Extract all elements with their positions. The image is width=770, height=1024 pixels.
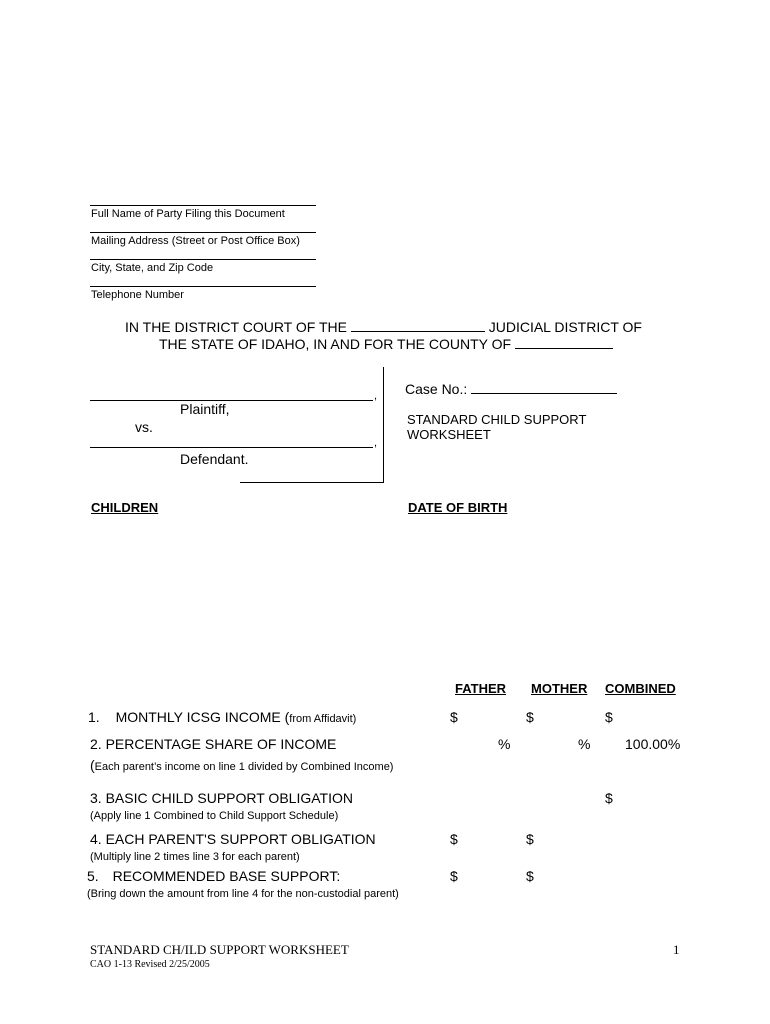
plaintiff-comma: , bbox=[374, 390, 378, 402]
plaintiff-name-line[interactable] bbox=[90, 400, 373, 401]
caption-bottom-rule bbox=[240, 482, 384, 483]
line2-note-text: Each parent’s income on line 1 divided by Combined Income) bbox=[94, 761, 394, 773]
line2-note-paren: ( bbox=[90, 757, 95, 773]
footer-revision: CAO 1-13 Revised 2/25/2005 bbox=[90, 959, 210, 970]
line1-text: MONTHLY ICSG INCOME ( bbox=[115, 709, 290, 725]
case-no-blank[interactable] bbox=[471, 381, 617, 394]
doc-title-line2: WORKSHEET bbox=[407, 427, 491, 442]
mother-column-header: MOTHER bbox=[531, 681, 588, 696]
city-state-zip-label: City, State, and Zip Code bbox=[91, 262, 214, 274]
line2-mother-value[interactable]: % bbox=[578, 736, 591, 752]
line5-number: 5. bbox=[87, 868, 99, 884]
footer-title: STANDARD CH/ILD SUPPORT WORKSHEET bbox=[90, 942, 349, 957]
vs-label: vs. bbox=[135, 419, 153, 435]
page-number: 1 bbox=[673, 942, 680, 957]
telephone-line[interactable] bbox=[90, 286, 316, 287]
city-state-zip-line[interactable] bbox=[90, 259, 316, 260]
defendant-comma: , bbox=[374, 437, 378, 449]
line1-text-small: from Affidavit) bbox=[289, 713, 357, 725]
mailing-address-label: Mailing Address (Street or Post Office Box) bbox=[91, 235, 300, 247]
line1-father-value[interactable]: $ bbox=[450, 709, 458, 725]
line4-label: 4. EACH PARENT'S SUPPORT OBLIGATION bbox=[90, 831, 376, 847]
line5-text: RECOMMENDED BASE SUPPORT: bbox=[112, 868, 341, 884]
court-line1-post: JUDICIAL DISTRICT OF bbox=[488, 319, 642, 335]
line3-label: 3. BASIC CHILD SUPPORT OBLIGATION bbox=[90, 790, 353, 806]
line2-note bbox=[90, 757, 393, 775]
county-blank[interactable] bbox=[515, 336, 613, 349]
case-no-label: Case No.: bbox=[405, 381, 468, 397]
line2-label: 2. PERCENTAGE SHARE OF INCOME bbox=[90, 736, 337, 752]
father-column-header: FATHER bbox=[455, 681, 507, 696]
line2-combined-value[interactable]: 100.00% bbox=[625, 736, 681, 752]
line1-mother-value[interactable]: $ bbox=[526, 709, 534, 725]
court-line2: THE STATE OF IDAHO, IN AND FOR THE COUNTY OF bbox=[159, 336, 512, 352]
line4-mother-value[interactable]: $ bbox=[526, 831, 534, 847]
defendant-name-line[interactable] bbox=[90, 447, 373, 448]
defendant-label: Defendant. bbox=[180, 451, 249, 467]
line5-label bbox=[87, 868, 340, 884]
line1-combined-value[interactable]: $ bbox=[605, 709, 613, 725]
line5-mother-value[interactable]: $ bbox=[526, 868, 534, 884]
line3-note: (Apply line 1 Combined to Child Support Schedule) bbox=[90, 810, 339, 822]
plaintiff-label: Plaintiff, bbox=[180, 401, 230, 417]
line4-father-value[interactable]: $ bbox=[450, 831, 458, 847]
court-heading-line2 bbox=[159, 336, 613, 352]
case-no-row bbox=[405, 381, 617, 397]
date-of-birth-header: DATE OF BIRTH bbox=[408, 500, 508, 515]
line4-note: (Multiply line 2 times line 3 for each parent) bbox=[90, 851, 300, 863]
line5-note: (Bring down the amount from line 4 for the non-custodial parent) bbox=[87, 888, 399, 900]
line1-label bbox=[88, 709, 356, 725]
telephone-label: Telephone Number bbox=[91, 289, 184, 301]
court-heading-line1 bbox=[125, 319, 642, 335]
line2-father-value[interactable]: % bbox=[498, 736, 511, 752]
court-line1-pre: IN THE DISTRICT COURT OF THE bbox=[125, 319, 347, 335]
caption-vertical-rule bbox=[383, 367, 384, 482]
doc-title-line1: STANDARD CHILD SUPPORT bbox=[407, 412, 587, 427]
children-header: CHILDREN bbox=[91, 500, 159, 515]
combined-column-header: COMBINED bbox=[605, 681, 676, 696]
full-name-label: Full Name of Party Filing this Document bbox=[91, 208, 285, 220]
line5-father-value[interactable]: $ bbox=[450, 868, 458, 884]
full-name-line[interactable] bbox=[90, 205, 316, 206]
mailing-address-line[interactable] bbox=[90, 232, 316, 233]
judicial-district-blank[interactable] bbox=[351, 319, 485, 332]
line1-number: 1. bbox=[88, 709, 100, 725]
line3-combined-value[interactable]: $ bbox=[605, 790, 613, 806]
